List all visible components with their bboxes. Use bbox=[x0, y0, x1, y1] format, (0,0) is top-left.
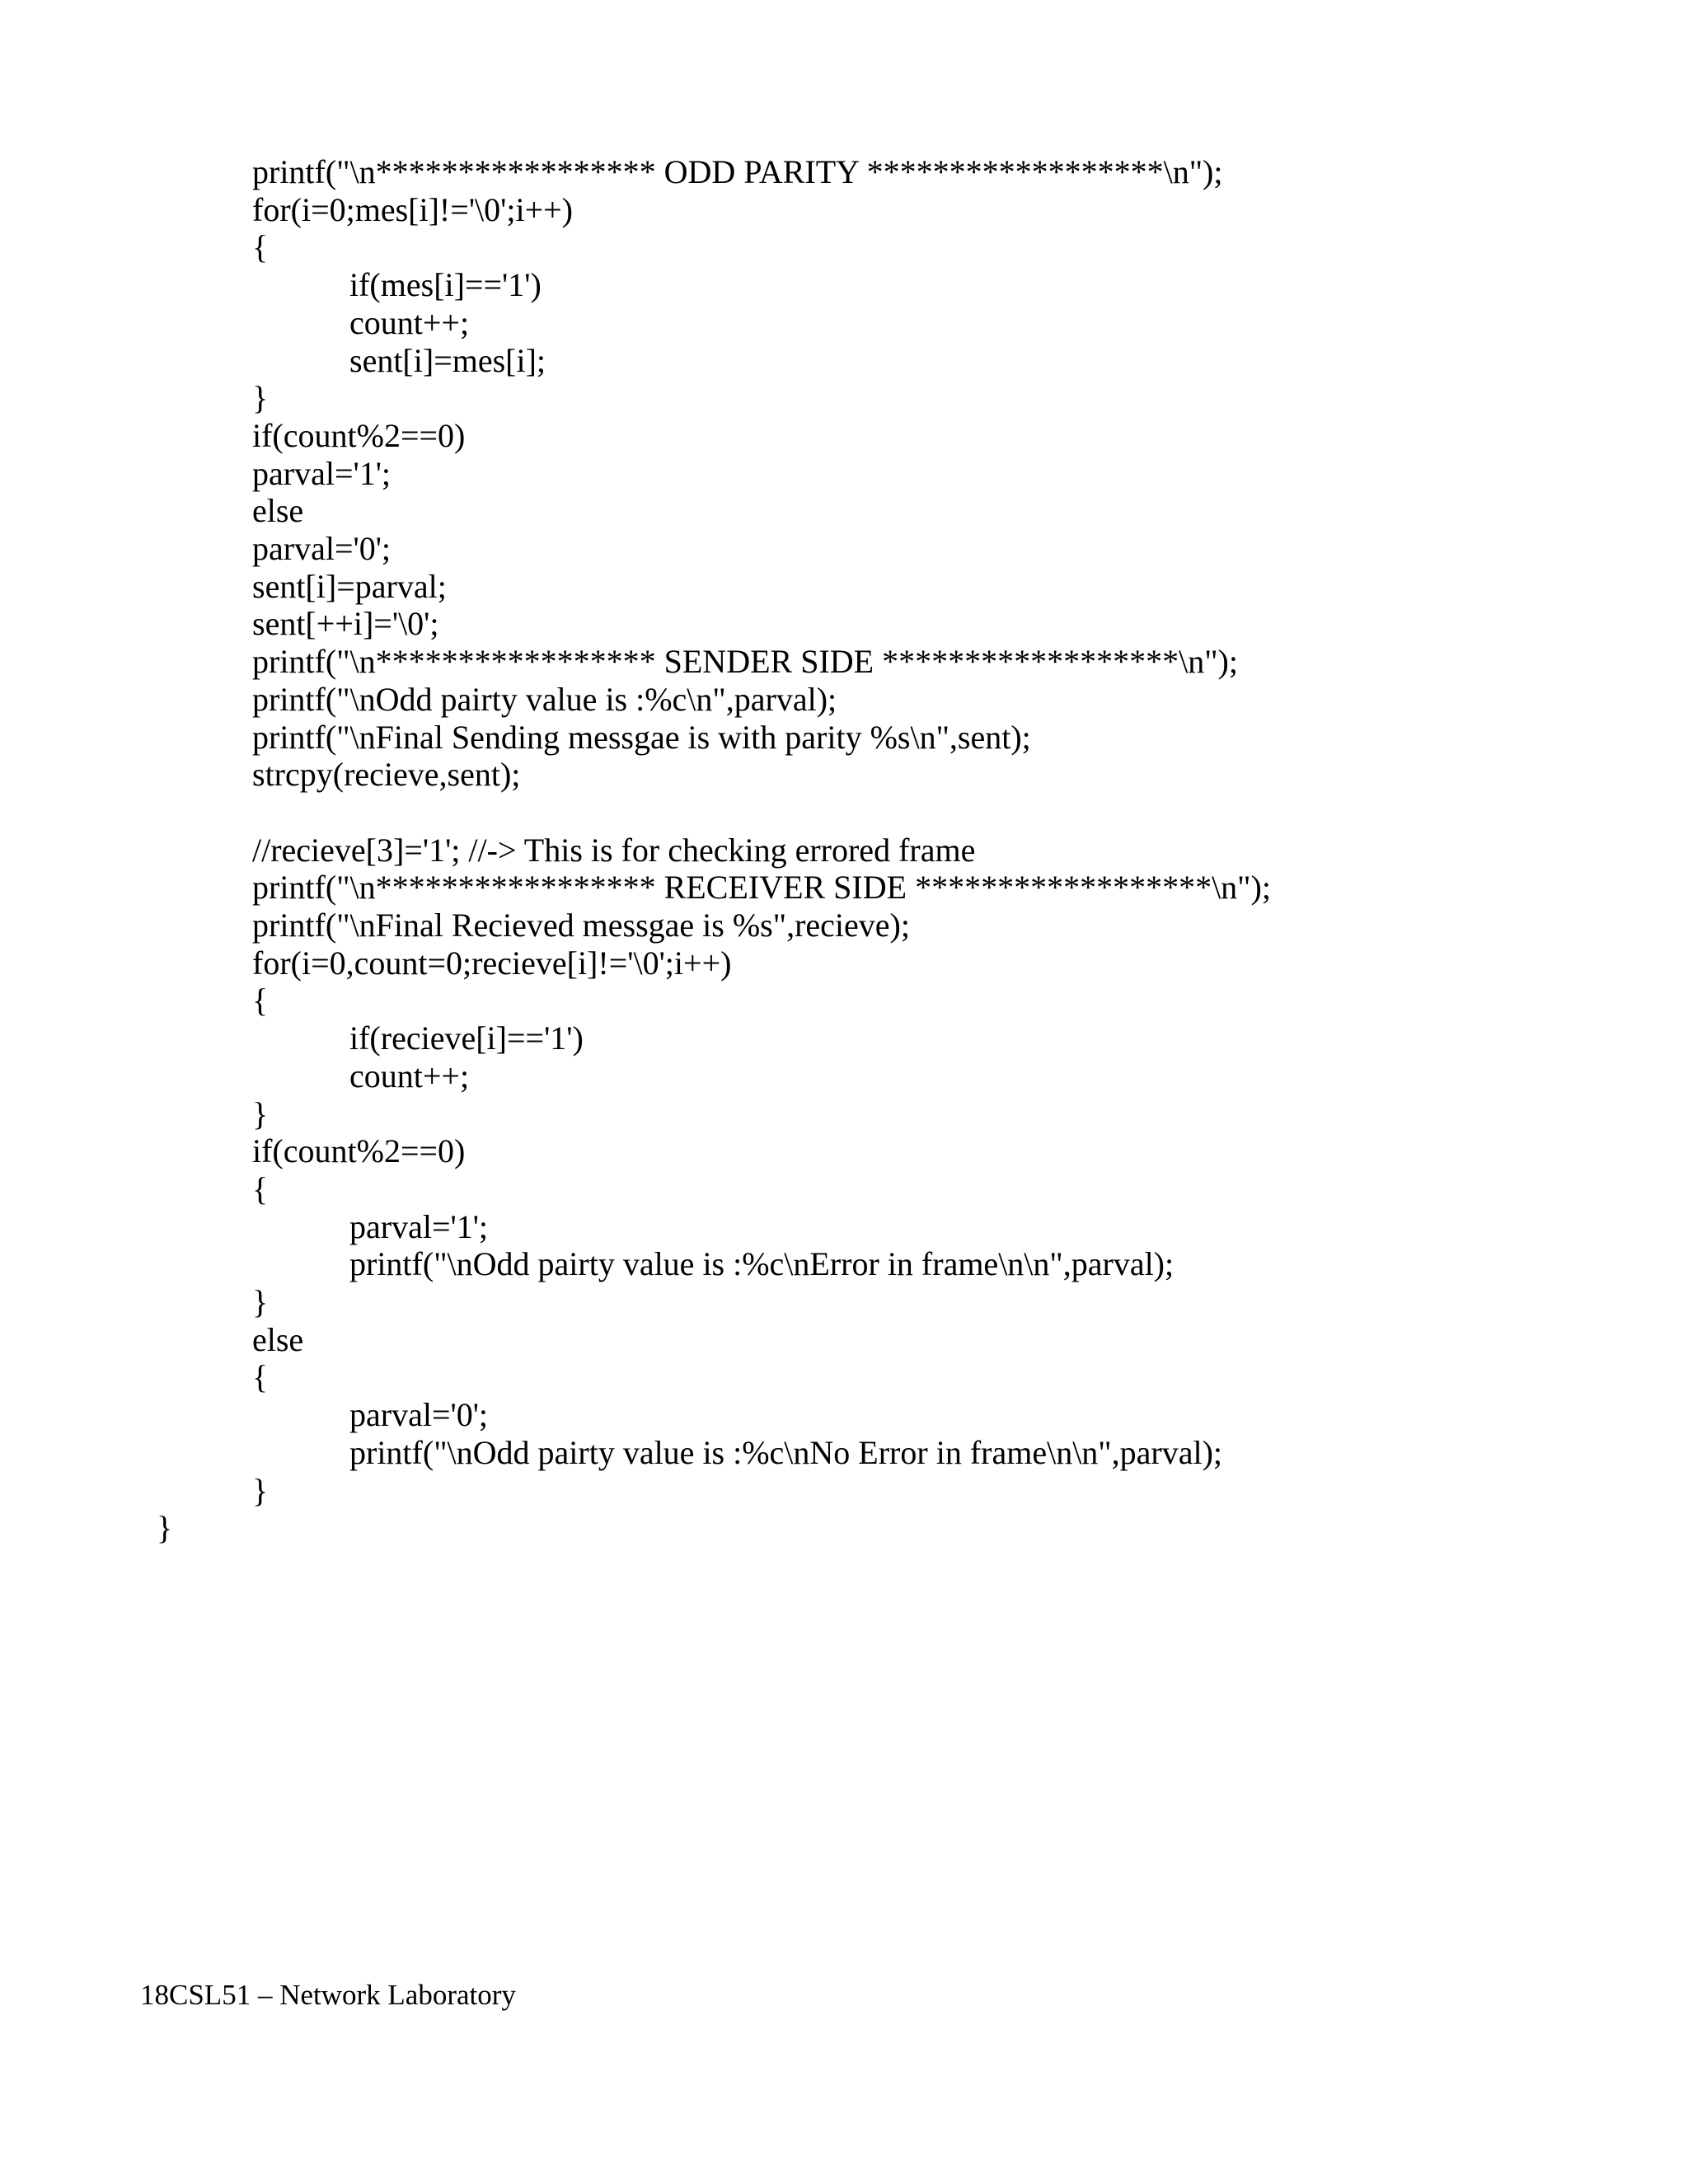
code-line: printf("\n***************** ODD PARITY ******************\n"); bbox=[252, 153, 1223, 190]
code-line: //recieve[3]='1'; //-> This is for checking errored frame bbox=[252, 832, 976, 869]
code-line: sent[i]=mes[i]; bbox=[349, 342, 546, 379]
code-line: if(mes[i]=='1') bbox=[349, 266, 542, 303]
code-line: sent[++i]='\0'; bbox=[252, 605, 439, 642]
code-line: parval='0'; bbox=[252, 530, 392, 567]
code-line: parval='0'; bbox=[349, 1396, 489, 1433]
code-line: printf("\nFinal Recieved messgae is %s",recieve); bbox=[252, 907, 910, 944]
code-line: } bbox=[252, 1095, 269, 1132]
code-line: } bbox=[252, 1472, 269, 1509]
code-line: printf("\nFinal Sending messgae is with parity %s\n",sent); bbox=[252, 719, 1031, 756]
code-line: printf("\n***************** RECEIVER SIDE ******************\n"); bbox=[252, 869, 1271, 906]
code-line: { bbox=[252, 228, 269, 265]
code-line: { bbox=[252, 1358, 269, 1395]
code-line: printf("\nOdd pairty value is :%c\n",parval); bbox=[252, 681, 837, 718]
code-line: count++; bbox=[349, 304, 470, 341]
code-line: else bbox=[252, 1321, 304, 1358]
code-line: if(count%2==0) bbox=[252, 417, 466, 454]
code-line: { bbox=[252, 982, 269, 1019]
page-footer: 18CSL51 – Network Laboratory bbox=[140, 1979, 516, 2011]
code-line: } bbox=[157, 1509, 173, 1546]
code-line: { bbox=[252, 1170, 269, 1207]
code-line: for(i=0;mes[i]!='\0';i++) bbox=[252, 191, 574, 228]
code-line: parval='1'; bbox=[252, 455, 392, 492]
code-line: printf("\n***************** SENDER SIDE ******************\n"); bbox=[252, 643, 1238, 680]
code-line: if(recieve[i]=='1') bbox=[349, 1019, 584, 1057]
code-line: } bbox=[252, 379, 269, 416]
code-line: parval='1'; bbox=[349, 1208, 489, 1245]
code-line: else bbox=[252, 492, 304, 529]
code-line: count++; bbox=[349, 1057, 470, 1094]
code-line: } bbox=[252, 1283, 269, 1320]
code-line: sent[i]=parval; bbox=[252, 568, 447, 605]
code-line: strcpy(recieve,sent); bbox=[252, 756, 521, 793]
code-line: printf("\nOdd pairty value is :%c\nError in frame\n\n",parval); bbox=[349, 1245, 1175, 1282]
code-line: printf("\nOdd pairty value is :%c\nNo Error in frame\n\n",parval); bbox=[349, 1434, 1223, 1471]
code-line: for(i=0,count=0;recieve[i]!='\0';i++) bbox=[252, 944, 732, 982]
code-line: if(count%2==0) bbox=[252, 1132, 466, 1169]
